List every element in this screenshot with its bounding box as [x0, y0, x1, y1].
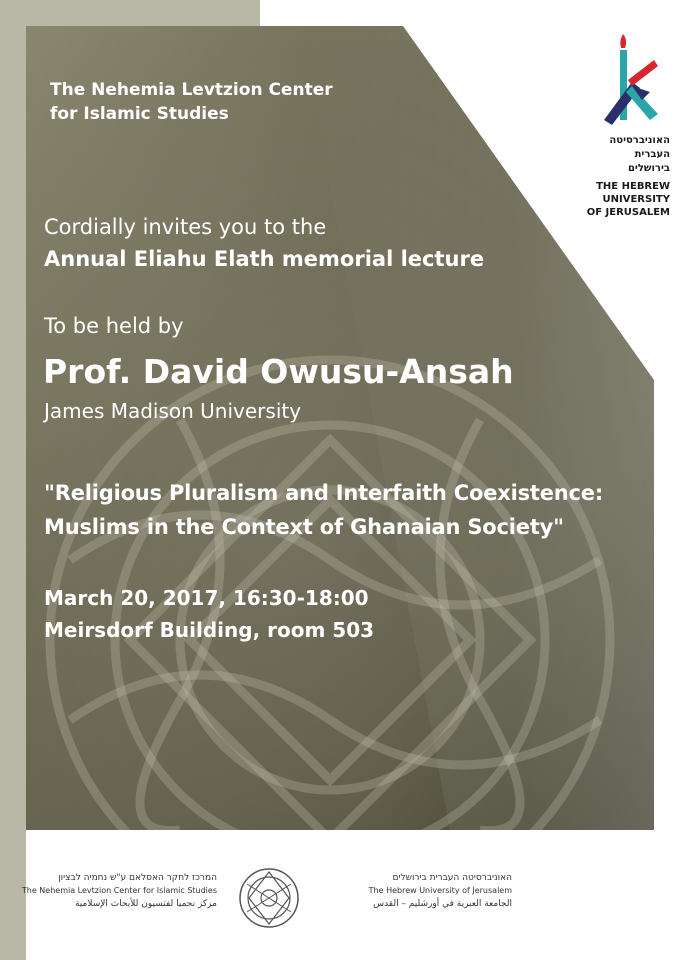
invite-text: Cordially invites you to the [44, 215, 327, 239]
footer-left-english: The Nehemia Levtzion Center for Islamic Studies [21, 886, 217, 895]
university-emblem-icon [592, 30, 662, 125]
footer-left-block [7, 872, 217, 922]
lecture-title-line2: Muslims in the Context of Ghanaian Society" [44, 515, 564, 539]
center-name-line1: The Nehemia Levtzion Center [50, 80, 333, 100]
logo-hebrew-line3: בירושלים [627, 163, 670, 174]
arabesque-emblem-icon [237, 866, 301, 930]
footer [0, 830, 679, 960]
footer-left-hebrew: המרכז לחקר האסלאם ע"ש נחמיה לבציון [58, 873, 217, 883]
speaker-name: Prof. David Owusu-Ansah [43, 352, 514, 391]
footer-right-english: The Hebrew University of Jerusalem [368, 886, 512, 895]
event-date: March 20, 2017, 16:30-18:00 [44, 586, 369, 610]
logo-hebrew-line2: העברית [634, 149, 670, 160]
hebrew-university-logo [560, 30, 670, 230]
logo-english-line2: UNIVERSITY [602, 194, 670, 205]
speaker-affiliation: James Madison University [44, 399, 302, 423]
footer-right-hebrew: האוניברסיטה העברית בירושלים [392, 873, 512, 883]
lecture-name: Annual Eliahu Elath memorial lecture [44, 247, 485, 271]
lecture-title-line1: "Religious Pluralism and Interfaith Coexistence: [44, 481, 604, 505]
held-by-text: To be held by [44, 314, 184, 338]
logo-english-line3: OF JERUSALEM [586, 207, 670, 218]
event-venue: Meirsdorf Building, room 503 [44, 618, 375, 642]
footer-left-arabic: مركز نحميا لفتسيون للأبحاث الإسلامية [74, 899, 217, 909]
logo-english-line1: THE HEBREW [596, 181, 670, 192]
footer-right-block [312, 872, 512, 922]
center-name-line2: for Islamic Studies [50, 104, 229, 124]
logo-hebrew-line1: האוניברסיטה [609, 135, 670, 146]
footer-right-arabic: الجامعة العبرية في أورشليم – القدس [373, 899, 512, 909]
center-name [50, 78, 333, 126]
